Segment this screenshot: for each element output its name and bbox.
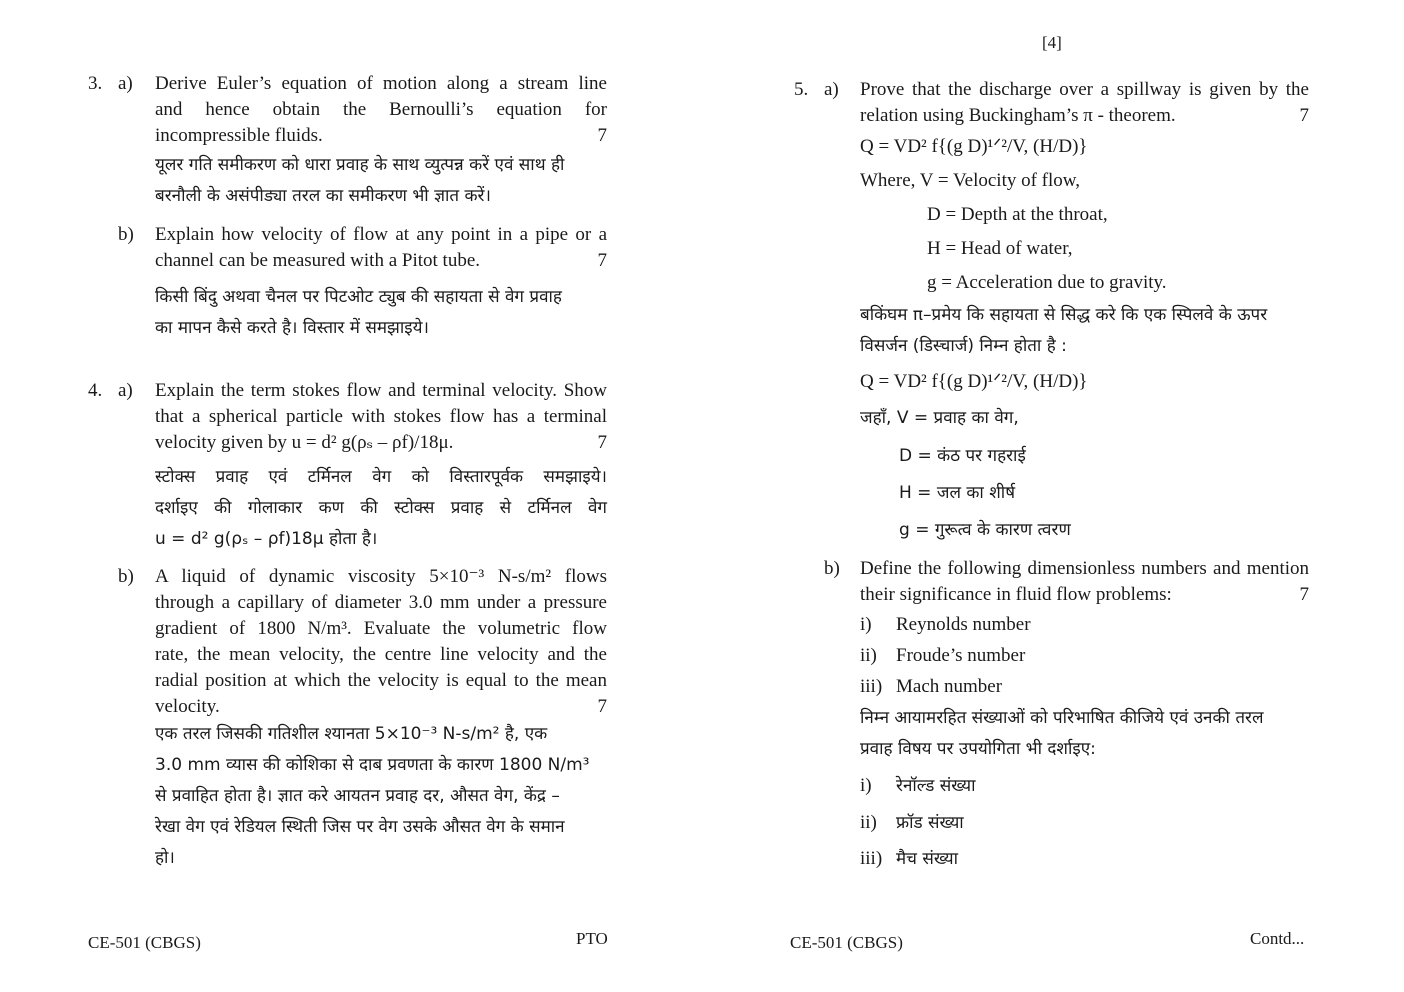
text-line: Explain the term stokes flow and terminal velocity. Show (155, 380, 607, 401)
question-3a-english (155, 71, 607, 149)
marks: 7 (597, 125, 607, 146)
text-line: their significance in fluid flow problems: (860, 584, 1172, 605)
text-line: velocity given by u = d² g(ρₛ – ρf)/18μ. (155, 432, 454, 453)
definition-head: H = Head of water, (927, 238, 1073, 259)
list-item (860, 612, 1031, 638)
where-line: Where, V = Velocity of flow, (860, 170, 1081, 191)
list-item (860, 674, 1002, 700)
text-line: radial position at which the velocity is equal to the mean (155, 670, 607, 691)
question-3b-hindi (155, 282, 607, 344)
text-line: rate, the mean velocity, the centre line velocity and the (155, 644, 607, 665)
list-item-number: ii) (860, 645, 877, 666)
text-line: that a spherical particle with stokes flow has a terminal (155, 406, 607, 427)
question-4a-english (155, 378, 607, 456)
list-item-number: i) (860, 775, 872, 796)
list-item-text: Mach number (896, 676, 1003, 697)
question-4b-hindi (155, 719, 607, 874)
page-number: [4] (1042, 33, 1062, 52)
question-5a-hindi (860, 300, 1309, 362)
text-line: किसी बिंदु अथवा चैनल पर पिटओट ट्युब की सहायता से वेग प्रवाह (155, 287, 562, 307)
list-item-text: मैच संख्या (896, 849, 959, 869)
course-code: CE-501 (CBGS) (790, 933, 903, 952)
text-line-with-marks (860, 103, 1309, 129)
question-3b-label: b) (118, 224, 134, 245)
marks: 7 (597, 432, 607, 453)
discharge-equation: Q = VD² f{(g D)¹ᐟ²/V, (H/D)} (860, 136, 1088, 157)
question-4b-english (155, 564, 607, 720)
hindi-where-line: जहाँ, V = प्रवाह का वेग, (860, 408, 1019, 428)
text-line: यूलर गति समीकरण को धारा प्रवाह के साथ व्युत्पन्न करें एवं साथ ही (155, 155, 565, 175)
text-line: दर्शाइए की गोलाकार कण की स्टोक्स प्रवाह से टर्मिनल वेग (155, 498, 607, 518)
question-4b-label: b) (118, 566, 134, 587)
text-line: प्रवाह विषय पर उपयोगिता भी दर्शाइए: (860, 739, 1096, 759)
text-line: स्टोक्स प्रवाह एवं टर्मिनल वेग को विस्तारपूर्वक समझाइये। (155, 467, 607, 487)
text-line: incompressible fluids. (155, 125, 323, 146)
text-line: A liquid of dynamic viscosity 5×10⁻³ N-s/m² flows (155, 566, 607, 587)
question-5-number: 5. (794, 79, 809, 100)
text-line: channel can be measured with a Pitot tube. (155, 250, 481, 271)
text-line: विसर्जन (डिस्चार्ज) निम्न होता है : (860, 336, 1067, 356)
question-4a-label: a) (118, 380, 133, 401)
right-page (702, 0, 1404, 992)
course-code: CE-501 (CBGS) (88, 933, 201, 952)
text-line-with-marks (155, 123, 607, 149)
list-item-text: Reynolds number (896, 614, 1031, 635)
question-3a-hindi (155, 150, 607, 212)
marks: 7 (1299, 584, 1309, 605)
hindi-discharge-equation: Q = VD² f{(g D)¹ᐟ²/V, (H/D)} (860, 371, 1088, 392)
list-item-text: रेनॉल्ड संख्या (896, 776, 976, 796)
definition-gravity: g = Acceleration due to gravity. (927, 272, 1167, 293)
question-3a-label: a) (118, 73, 133, 94)
question-5b-english (860, 556, 1309, 608)
text-line: का मापन कैसे करते है। विस्तार में समझाइये। (155, 318, 429, 338)
text-line-with-marks (860, 582, 1309, 608)
text-line-with-marks (155, 430, 607, 456)
question-3-number: 3. (88, 73, 103, 94)
text-line: रेखा वेग एवं रेडियल स्थिती जिस पर वेग उसके औसत वेग के समान (155, 817, 565, 837)
text-line: Explain how velocity of flow at any point in a pipe or a (155, 224, 607, 245)
text-line: Define the following dimensionless numbers and mention (860, 558, 1309, 579)
text-line: velocity. (155, 696, 220, 717)
text-line-with-marks (155, 694, 607, 720)
hindi-definition-head: H = जल का शीर्ष (899, 483, 1016, 503)
text-line: एक तरल जिसकी गतिशील श्यानता 5×10⁻³ N-s/m² है, एक (155, 724, 548, 744)
marks: 7 (597, 696, 607, 717)
text-line: बकिंघम π–प्रमेय कि सहायता से सिद्ध करे कि एक स्पिलवे के ऊपर (860, 305, 1268, 325)
list-item-number: iii) (860, 848, 883, 869)
text-line: gradient of 1800 N/m³. Evaluate the volumetric flow (155, 618, 607, 639)
hindi-definition-gravity: g = गुरूत्व के कारण त्वरण (899, 520, 1071, 540)
hindi-list-item (860, 808, 964, 838)
text-line-with-marks (155, 248, 607, 274)
question-5b-label: b) (824, 558, 840, 579)
contd-label: Contd... (1250, 929, 1305, 948)
text-line: हो। (155, 848, 175, 868)
question-4-number: 4. (88, 380, 103, 401)
question-5a-english (860, 77, 1309, 129)
list-item-number: iii) (860, 676, 883, 697)
hindi-definition-depth: D = कंठ पर गहराई (899, 446, 1026, 466)
text-line: बरनौली के असंपीड्या तरल का समीकरण भी ज्ञात करें। (155, 186, 491, 206)
text-line: 3.0 mm व्यास की कोशिका से दाब प्रवणता के कारण 1800 N/m³ (155, 755, 590, 775)
text-line: Prove that the discharge over a spillway is given by the (860, 79, 1309, 100)
pto-label: PTO (576, 929, 608, 948)
text-line: निम्न आयामरहित संख्याओं को परिभाषित कीजिये एवं उनकी तरल (860, 708, 1264, 728)
text-line: Derive Euler’s equation of motion along a stream line (155, 73, 607, 94)
text-line: and hence obtain the Bernoulli’s equation for (155, 99, 607, 120)
marks: 7 (597, 250, 607, 271)
text-line: u = d² g(ρₛ – ρf)18μ होता है। (155, 529, 378, 549)
text-line: through a capillary of diameter 3.0 mm under a pressure (155, 592, 607, 613)
list-item-number: ii) (860, 812, 877, 833)
list-item-text: Froude’s number (896, 645, 1026, 666)
hindi-list-item (860, 844, 958, 874)
list-item-number: i) (860, 614, 872, 635)
hindi-list-item (860, 771, 976, 801)
question-3b-english (155, 222, 607, 274)
text-line: से प्रवाहित होता है। ज्ञात करे आयतन प्रवाह दर, औसत वेग, केंद्र – (155, 786, 560, 806)
question-5b-hindi (860, 703, 1309, 765)
definition-depth: D = Depth at the throat, (927, 204, 1108, 225)
question-4a-hindi (155, 462, 607, 555)
question-5a-label: a) (824, 79, 839, 100)
marks: 7 (1299, 105, 1309, 126)
list-item-text: फ्रॉड संख्या (896, 813, 964, 833)
list-item (860, 643, 1025, 669)
text-line: relation using Buckingham’s π - theorem. (860, 105, 1176, 126)
